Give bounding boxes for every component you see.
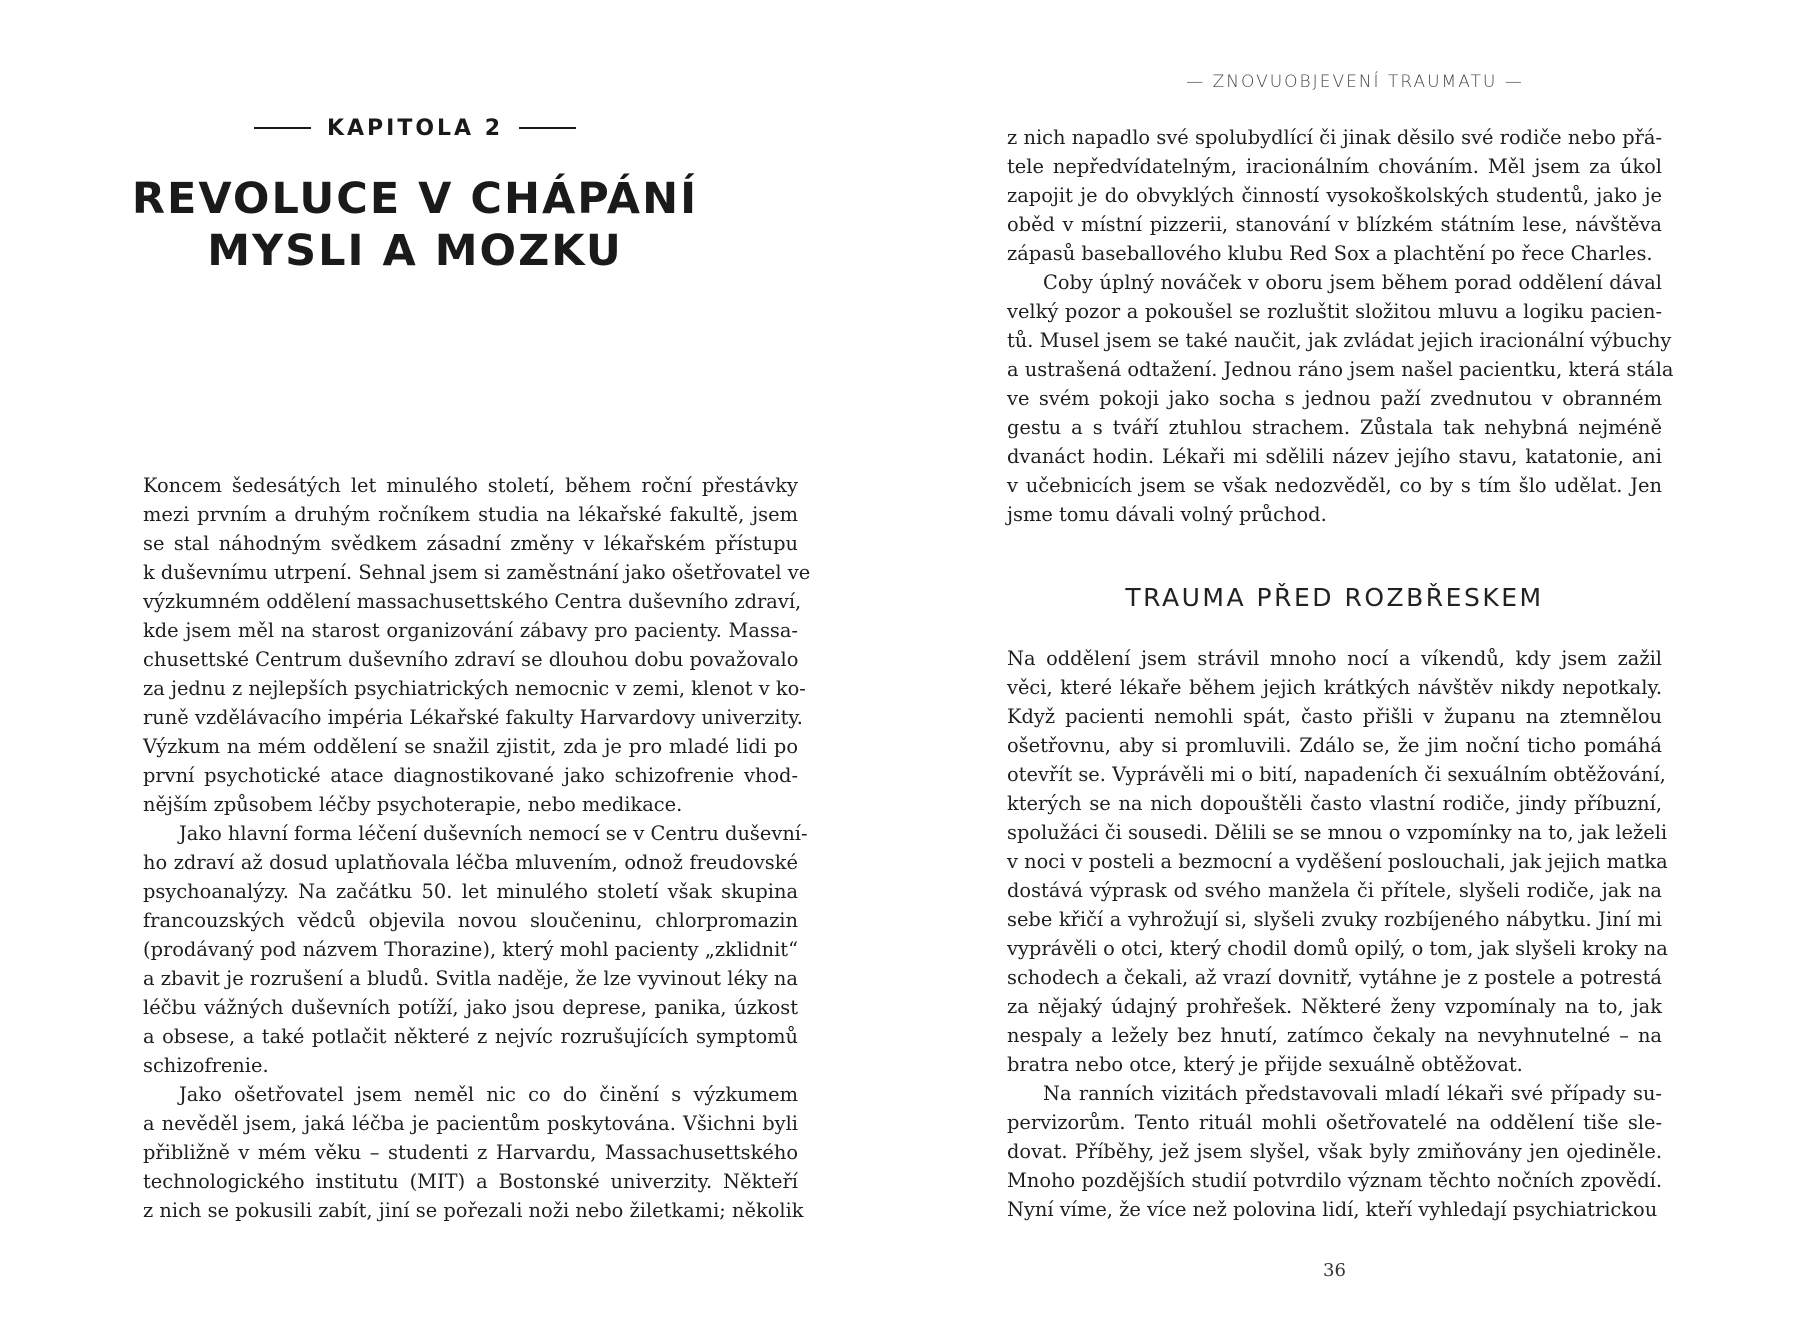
chapter-title-line: REVOLUCE V CHÁPÁNÍ [131, 174, 699, 224]
chapter-rule-left [254, 127, 311, 129]
text-line: dovat. Příběhy, jež jsem slyšel, však byly zmiňovány jen ojediněle. [1007, 1140, 1662, 1163]
text-line: dostává výprask od svého manžela či přítele, slyšeli rodiče, jak na [1007, 879, 1662, 902]
text-line: Nyní víme, že více než polovina lidí, kteří vyhledají psychiatrickou [1007, 1198, 1658, 1221]
text-line: zapojit je do obvyklých činností vysokoškolských studentů, jako je [1007, 184, 1662, 207]
text-line: ve svém pokoji jako socha s jednou paží zvednutou v obranném [1007, 387, 1662, 410]
text-line: Když pacienti nemohli spát, často přišli v županu na ztemnělou [1007, 705, 1662, 728]
text-line: Jako hlavní forma léčení duševních nemocí se v Centru duševní- [179, 822, 808, 845]
text-line: spolužáci či sousedi. Dělili se se mnou o vzpomínky na to, jak leželi [1007, 821, 1668, 844]
text-line: Na ranních vizitách představovali mladí lékaři své případy su- [1043, 1082, 1662, 1105]
text-line: pervizorům. Tento rituál mohli ošetřovatelé na oddělení tiše sle- [1007, 1111, 1662, 1134]
text-line: v učebnicích jsem se však nedozvěděl, co by s tím šlo udělat. Jen [1007, 474, 1662, 497]
text-line: za nějaký údajný prohřešek. Některé ženy vzpomínaly na to, jak [1007, 995, 1662, 1018]
text-line: Výzkum na mém oddělení se snažil zjistit, zda je pro mladé lidi po [143, 735, 798, 758]
text-line: zápasů baseballového klubu Red Sox a plachtění po řece Charles. [1007, 242, 1653, 265]
text-line: francouzských vědců objevila novou sloučeninu, chlorpromazin [143, 909, 798, 932]
text-line: jsme tomu dávali volný průchod. [1007, 503, 1327, 526]
text-line: se stal náhodným svědkem zásadní změny v lékařském přístupu [143, 532, 798, 555]
text-line: tele nepředvídatelným, iracionálním chováním. Měl jsem za úkol [1007, 155, 1662, 178]
chapter-label-text: KAPITOLA 2 [326, 115, 504, 141]
text-line: v noci v posteli a bezmocní a vyděšení poslouchali, jak jejich matka [1007, 850, 1668, 873]
running-head-text: — ZNOVUOBJEVENÍ TRAUMATU — [1186, 72, 1524, 92]
text-line: bratra nebo otce, který je přijde sexuálně obtěžovat. [1007, 1053, 1523, 1076]
text-line: technologického institutu (MIT) a Bostonské univerzity. Někteří [143, 1170, 798, 1193]
left-page [0, 0, 897, 1334]
text-line: výzkumném oddělení massachusettského Centra duševního zdraví, [143, 590, 802, 613]
text-line: a zbavit je rozrušení a bludů. Svitla naděje, že lze vyvinout léky na [143, 967, 798, 990]
text-line: kterých se na nich dopouštěli často vlastní rodiče, jindy příbuzní, [1007, 792, 1662, 815]
text-line: Mnoho pozdějších studií potvrdilo význam těchto nočních zpovědí. [1007, 1169, 1662, 1192]
text-line: Na oddělení jsem strávil mnoho nocí a víkendů, kdy jsem zažil [1007, 647, 1662, 670]
text-line: chusettské Centrum duševního zdraví se dlouhou dobu považovalo [143, 648, 799, 671]
text-line: schodech a čekali, až vrazí dovnitř, vytáhne je z postele a potrestá [1007, 966, 1662, 989]
chapter-title [0, 173, 830, 277]
text-line: mezi prvním a druhým ročníkem studia na lékařské fakultě, jsem [143, 503, 798, 526]
chapter-title-line: MYSLI A MOZKU [207, 226, 623, 276]
left-body-text [143, 471, 811, 1225]
page-number: 36 [1323, 1260, 1346, 1281]
text-line: přibližně v mém věku – studenti z Harvardu, Massachusettského [143, 1141, 798, 1164]
text-line: gestu a s tváří ztuhlou strachem. Zůstala tak nehybná nejméně [1007, 416, 1662, 439]
text-line: nějším způsobem léčby psychoterapie, nebo medikace. [143, 793, 683, 816]
text-line: psychoanalýzy. Na začátku 50. let minulého století však skupina [143, 880, 798, 903]
text-line: tů. Musel jsem se také naučit, jak zvládat jejich iracionální výbuchy [1007, 329, 1672, 352]
text-line: vyprávěli o otci, který chodil domů opilý, o tom, jak slyšeli kroky na [1007, 937, 1668, 960]
text-line: kde jsem měl na starost organizování zábavy pro pacienty. Massa- [143, 619, 798, 642]
text-line: runě vzdělávacího impéria Lékařské fakulty Harvardovy univerzity. [143, 706, 803, 729]
text-line: a obsese, a také potlačit některé z nejvíc rozrušujících symptomů [143, 1025, 798, 1048]
text-line: sebe křičí a vyhrožují si, slyšeli zvuky rozbíjeného nábytku. Jiní mi [1007, 908, 1662, 931]
text-line: za jednu z nejlepších psychiatrických nemocnic v zemi, klenot v ko- [143, 677, 806, 700]
right-body-text-bottom [1007, 644, 1668, 1224]
text-line: dvanáct hodin. Lékaři mi sdělili název jejího stavu, katatonie, ani [1007, 445, 1662, 468]
text-line: oběd v místní pizzerii, stanování v blízkém státním lese, návštěva [1007, 213, 1662, 236]
text-line: z nich napadlo své spolubydlící či jinak děsilo své rodiče nebo přá- [1007, 126, 1662, 149]
section-heading: TRAUMA PŘED ROZBŘESKEM [1125, 583, 1544, 612]
text-line: Koncem šedesátých let minulého století, během roční přestávky [143, 474, 798, 497]
text-line: ho zdraví až dosud uplatňovala léčba mluvením, odnož freudovské [143, 851, 798, 874]
text-line: schizofrenie. [143, 1054, 269, 1077]
text-line: věci, které lékaře během jejich krátkých návštěv nikdy nepotkaly. [1007, 676, 1662, 699]
text-line: nespaly a ležely bez hnutí, zatímco čekaly na nevyhnutelné – na [1007, 1024, 1662, 1047]
text-line: první psychotické atace diagnostikované jako schizofrenie vhod- [143, 764, 798, 787]
text-line: a nevěděl jsem, jaká léčba je pacientům poskytována. Všichni byli [143, 1112, 798, 1135]
text-line: otevřít se. Vyprávěli mi o bití, napadeních či sexuálním obtěžování, [1007, 763, 1666, 786]
text-line: a ustrašená odtažení. Jednou ráno jsem našel pacientku, která stála [1007, 358, 1674, 381]
text-line: Jako ošetřovatel jsem neměl nic co do činění s výzkumem [179, 1083, 798, 1106]
chapter-rule-right [519, 127, 576, 129]
text-line: velký pozor a pokoušel se rozluštit složitou mluvu a logiku pacien- [1007, 300, 1662, 323]
text-line: k duševnímu utrpení. Sehnal jsem si zaměstnání jako ošetřovatel ve [143, 561, 811, 584]
text-line: (prodávaný pod názvem Thorazine), který mohl pacienty „zklidnit“ [143, 938, 798, 961]
text-line: z nich se pokusili zabít, jiní se pořezali noži nebo žiletkami; několik [143, 1199, 804, 1222]
text-line: ošetřovnu, aby si promluvili. Zdálo se, že jim noční ticho pomáhá [1007, 734, 1662, 757]
text-line: léčbu vážných duševních potíží, jako jsou deprese, panika, úzkost [143, 996, 798, 1019]
text-line: Coby úplný nováček v oboru jsem během porad oddělení dával [1043, 271, 1662, 294]
right-body-text-top [1007, 123, 1674, 529]
right-page [897, 0, 1795, 1334]
